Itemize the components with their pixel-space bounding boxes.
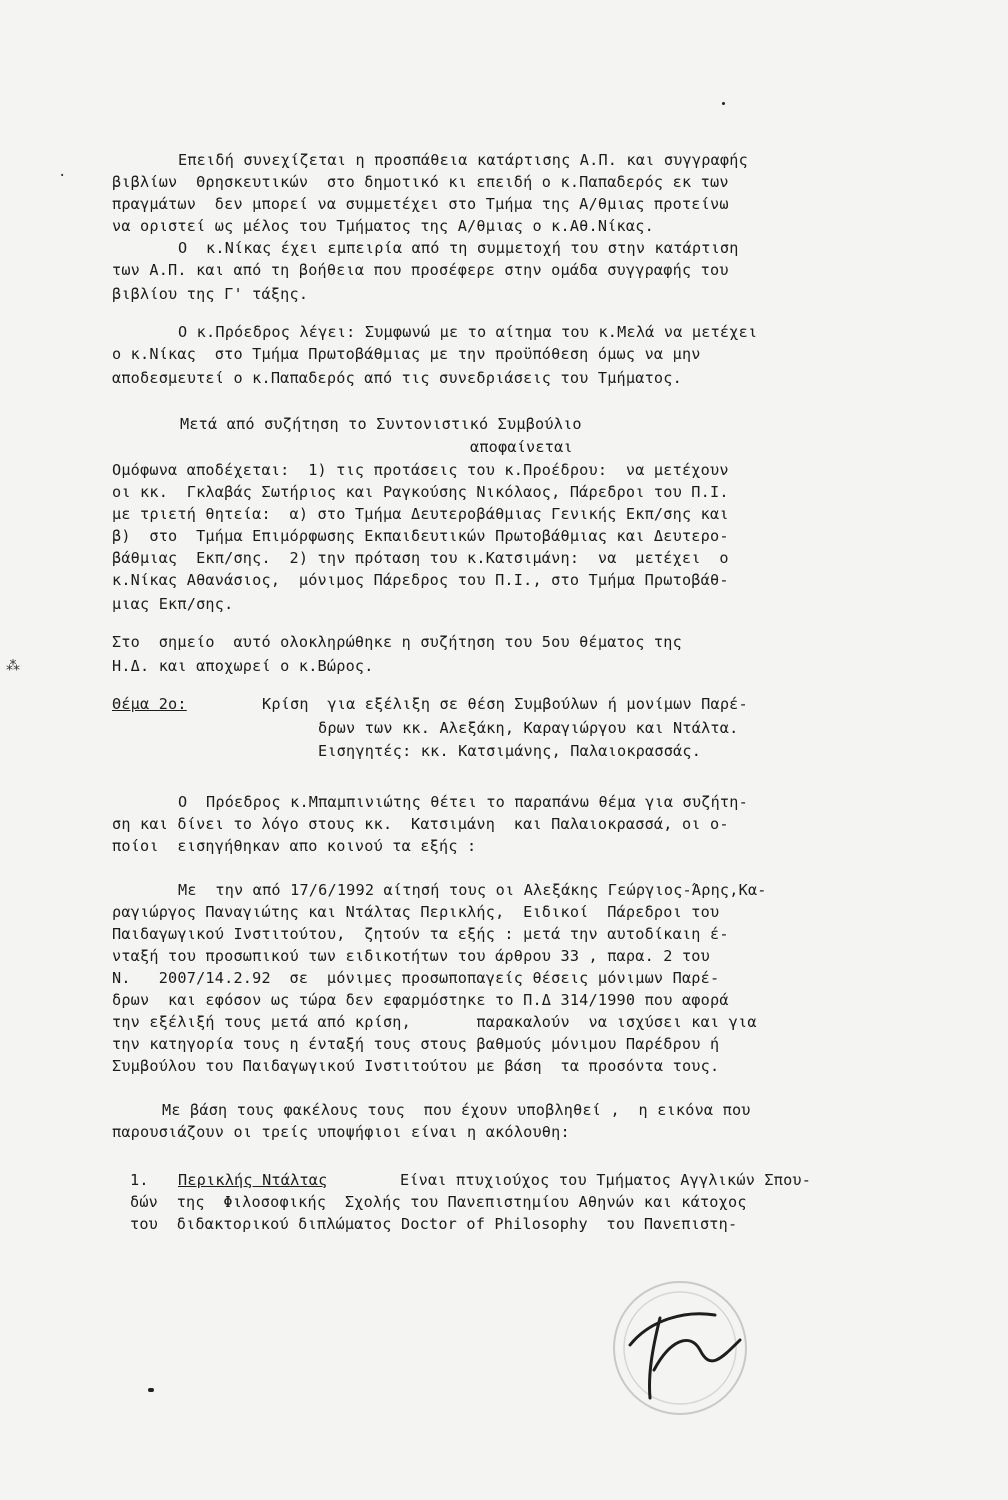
text-line: με τριετή θητεία: α) στο Τμήμα Δευτεροβάθμιας Γενικής Εκπ/σης και bbox=[112, 505, 729, 523]
text-line: κ.Νίκας Αθανάσιος, μόνιμος Πάρεδρος του Π.Ι., στο Τμήμα Πρωτοβάθ- bbox=[112, 571, 729, 589]
decision-heading: αποφαίνεται bbox=[470, 438, 573, 456]
text-line: Ο κ.Νίκας έχει εμπειρία από τη συμμετοχή του στην κατάρτιση bbox=[178, 239, 739, 257]
speck-mark bbox=[148, 1388, 154, 1392]
text-line: Η.Δ. και αποχωρεί ο κ.Βώρος. bbox=[112, 657, 374, 675]
text-line: Συμβούλου του Παιδαγωγικού Ινστιτούτου με βάση τα προσόντα τους. bbox=[112, 1057, 720, 1075]
text-line: Κρίση για εξέλιξη σε θέση Συμβούλων ή μονίμων Παρέ- bbox=[262, 695, 748, 713]
text-line: Ο κ.Πρόεδρος λέγει: Συμφωνώ με το αίτημα του κ.Μελά να μετέχει bbox=[178, 323, 758, 341]
text-line: Μετά από συζήτηση το Συντονιστικό Συμβούλιο bbox=[180, 415, 582, 433]
text-line: να οριστεί ως μέλος του Τμήματος της Α/θμιας ο κ.Αθ.Νίκας. bbox=[112, 217, 654, 235]
candidate-name: Περικλής Ντάλτας bbox=[178, 1171, 328, 1189]
text-line: την εξέλιξή τους μετά από κρίση, παρακαλούν να ισχύσει και για bbox=[112, 1013, 757, 1031]
text-line: βιβλίου της Γ' τάξης. bbox=[112, 285, 309, 303]
stamp-signature bbox=[590, 1270, 810, 1420]
list-number: 1. bbox=[130, 1171, 149, 1189]
speck-mark bbox=[722, 102, 725, 105]
text-line: Στο σημείο αυτό ολοκληρώθηκε η συζήτηση του 5ου θέματος της bbox=[112, 633, 682, 651]
margin-mark: ⁂ bbox=[6, 658, 20, 674]
text-line: Εισηγητές: κκ. Κατσιμάνης, Παλαιοκρασσάς. bbox=[318, 742, 702, 760]
text-line: Επειδή συνεχίζεται η προσπάθεια κατάρτισης Α.Π. και συγγραφής bbox=[178, 151, 748, 169]
text-line: των Α.Π. και από τη βοήθεια που προσέφερε στην ομάδα συγγραφής του bbox=[112, 261, 729, 279]
text-line: οι κκ. Γκλαβάς Σωτήριος και Ραγκούσης Νικόλαος, Πάρεδροι του Π.Ι. bbox=[112, 483, 729, 501]
text-line: δρων και εφόσον ως τώρα δεν εφαρμόστηκε το Π.Δ 314/1990 που αφορά bbox=[112, 991, 729, 1009]
text-line: βάθμιας Εκπ/σης. 2) την πρόταση του κ.Κατσιμάνη: να μετέχει ο bbox=[112, 549, 729, 567]
text-line: βιβλίων Θρησκευτικών στο δημοτικό κι επειδή ο κ.Παπαδερός εκ των bbox=[112, 173, 729, 191]
text-line: Με την από 17/6/1992 αίτησή τους οι Αλεξάκης Γεώργιος-Άρης,Κα- bbox=[178, 881, 767, 899]
text-line: του διδακτορικού διπλώματος Doctor of Philosophy του Πανεπιστη- bbox=[130, 1215, 738, 1233]
text-line: μιας Εκπ/σης. bbox=[112, 595, 234, 613]
text-line: την κατηγορία τους η ένταξή τους στους βαθμούς μόνιμου Παρέδρου ή bbox=[112, 1035, 720, 1053]
text-line: Ο Πρόεδρος κ.Μπαμπινιώτης θέτει το παραπάνω θέμα για συζήτη- bbox=[178, 793, 748, 811]
text-line: δρων των κκ. Αλεξάκη, Καραγιώργου και Ντάλτα. bbox=[318, 719, 739, 737]
text-line: β) στο Τμήμα Επιμόρφωσης Εκπαιδευτικών Πρωτοβάθμιας και Δευτερο- bbox=[112, 527, 729, 545]
text-line: Ομόφωνα αποδέχεται: 1) τις προτάσεις του κ.Προέδρου: να μετέχουν bbox=[112, 461, 729, 479]
text-line: δών της Φιλοσοφικής Σχολής του Πανεπιστημίου Αθηνών και κάτοχος bbox=[130, 1193, 747, 1211]
text-line: παρουσιάζουν οι τρείς υποψήφιοι είναι η ακόλουθη: bbox=[112, 1123, 570, 1141]
topic-label: Θέμα 2ο: bbox=[112, 695, 187, 713]
text-line: ποίοι εισηγήθηκαν απο κοινού τα εξής : bbox=[112, 837, 477, 855]
text-line: ραγιώργος Παναγιώτης και Ντάλτας Περικλής, Ειδικοί Πάρεδροι του bbox=[112, 903, 720, 921]
text-line: ο κ.Νίκας στο Τμήμα Πρωτοβάθμιας με την προϋπόθεση όμως να μην bbox=[112, 345, 701, 363]
text-line: Με βάση τους φακέλους τους που έχουν υποβληθεί , η εικόνα που bbox=[162, 1101, 751, 1119]
text-line: νταξή του προσωπικού των ειδικοτήτων του άρθρου 33 , παρα. 2 του bbox=[112, 947, 710, 965]
text-line: Ν. 2007/14.2.92 σε μόνιμες προσωποπαγείς θέσεις μόνιμων Παρέ- bbox=[112, 969, 720, 987]
text-line: Παιδαγωγικού Ινστιτούτου, ζητούν τα εξής : μετά την αυτοδίκαιη έ- bbox=[112, 925, 729, 943]
text-line: πραγμάτων δεν μπορεί να συμμετέχει στο Τμήμα της Α/θμιας προτείνω bbox=[112, 195, 729, 213]
text-line: Είναι πτυχιούχος του Τμήματος Αγγλικών Σπου- bbox=[400, 1171, 812, 1189]
text-line: ση και δίνει το λόγο στους κκ. Κατσιμάνη και Παλαιοκρασσά, οι ο- bbox=[112, 815, 729, 833]
margin-mark: · bbox=[58, 168, 67, 184]
text-line: αποδεσμευτεί ο κ.Παπαδερός από τις συνεδριάσεις του Τμήματος. bbox=[112, 369, 682, 387]
